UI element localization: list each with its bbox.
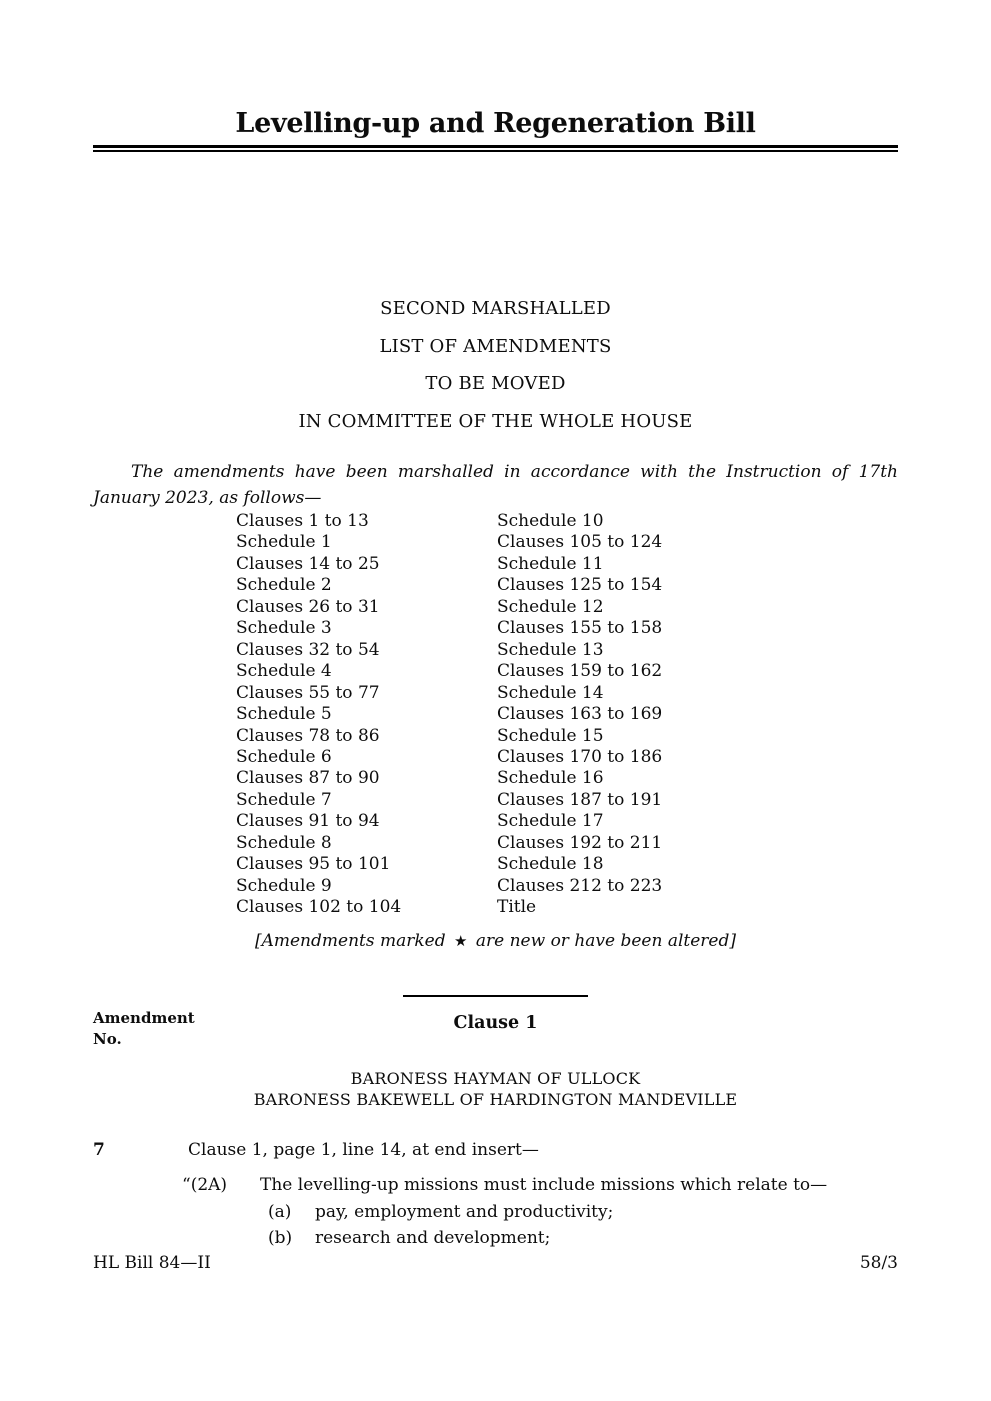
order-list-item: Clauses 14 to 25 xyxy=(236,553,380,574)
amendment-sponsors xyxy=(93,1068,898,1110)
order-list-item: Clauses 55 to 77 xyxy=(236,682,380,703)
order-list-item: Clauses 187 to 191 xyxy=(497,789,663,810)
heading-line: TO BE MOVED xyxy=(425,373,566,394)
order-list-item: Clauses 163 to 169 xyxy=(497,704,663,725)
order-list-item: Schedule 6 xyxy=(236,746,332,767)
sheet-number: 58/3 xyxy=(859,1253,898,1273)
order-list-item: Schedule 7 xyxy=(236,789,332,810)
order-list-item: Schedule 18 xyxy=(497,854,604,875)
order-list-item: Clauses 105 to 124 xyxy=(497,532,663,553)
order-list-item: Clauses 102 to 104 xyxy=(236,897,402,918)
subsection-text: The levelling-up missions must include missions which relate to— xyxy=(260,1175,828,1195)
order-list-item: Schedule 17 xyxy=(497,811,604,832)
order-list-item: Clauses 26 to 31 xyxy=(236,596,380,617)
order-list-item: Schedule 13 xyxy=(497,639,604,660)
order-list-item: Title xyxy=(497,897,537,918)
heading-line: SECOND MARSHALLED xyxy=(380,298,611,319)
star-note-suffix: are new or have been altered] xyxy=(470,931,737,951)
sponsor-name: BARONESS BAKEWELL OF HARDINGTON MANDEVILLE xyxy=(253,1090,738,1109)
amendment-number: 7 xyxy=(93,1140,105,1160)
amendment-no-label-line: Amendment xyxy=(93,1009,195,1027)
order-list-item: Schedule 16 xyxy=(497,768,604,789)
star-note-prefix: [Amendments marked xyxy=(254,931,452,951)
order-list-item: Clauses 91 to 94 xyxy=(236,811,380,832)
order-list-item: Schedule 14 xyxy=(497,682,604,703)
order-list-item: Clauses 155 to 158 xyxy=(497,618,663,639)
section-divider-rule xyxy=(403,995,588,997)
order-list-item: Schedule 9 xyxy=(236,875,332,896)
order-list-item: Clauses 212 to 223 xyxy=(497,875,663,896)
order-list-item: Schedule 4 xyxy=(236,661,332,682)
amendment-paragraph xyxy=(268,1202,613,1222)
order-list-item: Clauses 87 to 90 xyxy=(236,768,380,789)
order-list-item: Clauses 95 to 101 xyxy=(236,854,391,875)
paragraph-label: (a) xyxy=(268,1202,292,1222)
order-list-item: Clauses 170 to 186 xyxy=(497,746,663,767)
bill-title: Levelling-up and Regeneration Bill xyxy=(235,108,756,139)
star-icon: ★ xyxy=(454,932,468,950)
bill-reference: HL Bill 84—II xyxy=(93,1253,211,1273)
marshalled-list-heading xyxy=(93,298,898,448)
amendment-instruction: Clause 1, page 1, line 14, at end insert— xyxy=(188,1140,539,1160)
order-list-item: Schedule 10 xyxy=(497,511,604,531)
marshalling-note: The amendments have been marshalled in accordance with the Instruction of 17th January 2023, as follows— xyxy=(93,462,898,508)
amendment-subsection xyxy=(182,1175,827,1195)
order-list-right-column xyxy=(497,511,662,919)
heading-line: LIST OF AMENDMENTS xyxy=(379,335,612,357)
clause-heading: Clause 1 xyxy=(453,1013,538,1033)
order-list-item: Schedule 15 xyxy=(497,725,604,746)
order-list-item: Clauses 78 to 86 xyxy=(236,725,380,746)
paragraph-text: research and development; xyxy=(315,1228,551,1248)
order-list-item: Clauses 192 to 211 xyxy=(497,832,663,853)
heading-line: IN COMMITTEE OF THE WHOLE HOUSE xyxy=(298,410,693,432)
order-list-item: Schedule 5 xyxy=(236,704,332,725)
order-list-item: Schedule 2 xyxy=(236,575,332,596)
order-list-item: Schedule 11 xyxy=(497,553,604,574)
sponsor-name: BARONESS HAYMAN OF ULLOCK xyxy=(350,1069,641,1088)
title-double-rule xyxy=(93,145,898,152)
amendment-paragraph xyxy=(268,1228,550,1248)
order-list-item: Schedule 3 xyxy=(236,618,332,639)
order-list-item: Clauses 159 to 162 xyxy=(497,661,663,682)
order-list-left-column xyxy=(236,511,401,919)
order-list-item: Clauses 1 to 13 xyxy=(236,511,369,531)
amendment-no-label-line: No. xyxy=(93,1030,122,1048)
paragraph-text: pay, employment and productivity; xyxy=(315,1202,614,1222)
order-list-item: Schedule 1 xyxy=(236,532,332,553)
paragraph-label: (b) xyxy=(268,1228,293,1248)
order-list-item: Clauses 125 to 154 xyxy=(497,575,663,596)
starred-amendments-note xyxy=(93,931,898,951)
subsection-label: “(2A) xyxy=(182,1175,228,1195)
order-list-item: Clauses 32 to 54 xyxy=(236,639,380,660)
order-list-item: Schedule 12 xyxy=(497,596,604,617)
order-list-item: Schedule 8 xyxy=(236,832,332,853)
